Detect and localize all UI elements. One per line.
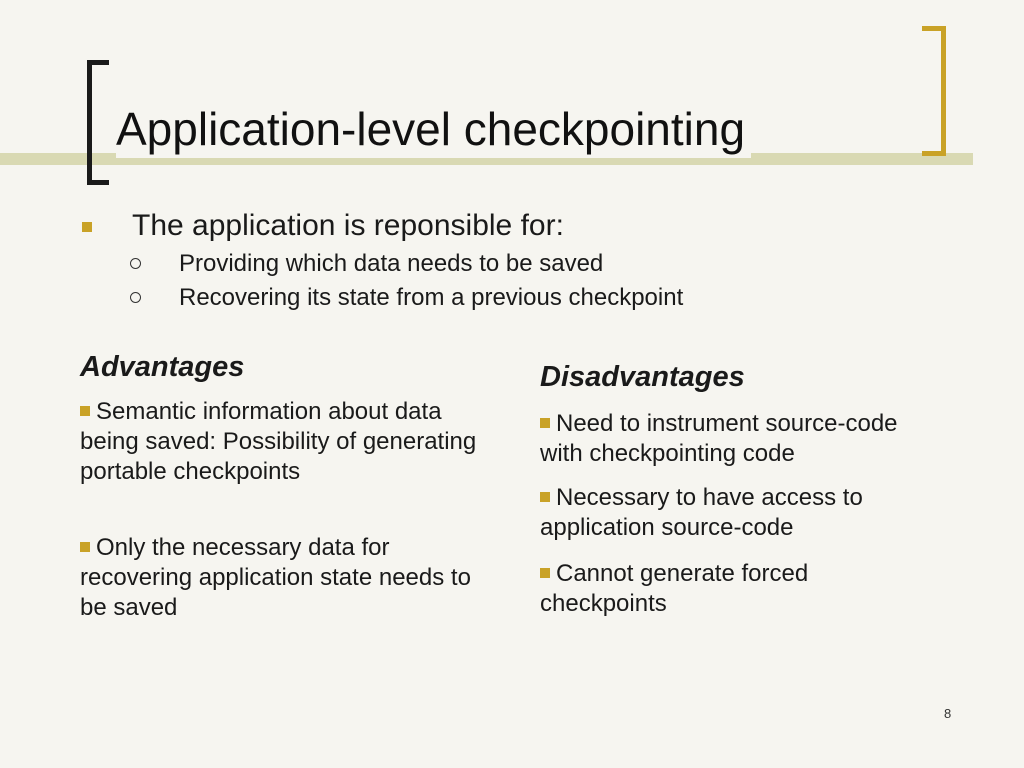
square-bullet-icon — [540, 418, 550, 428]
advantage-text: Only the necessary data for recovering application state needs to be saved — [80, 534, 471, 621]
disadvantage-text: Need to instrument source-code with checkpointing code — [540, 410, 898, 467]
disadvantages-heading: Disadvantages — [540, 361, 745, 393]
disadvantage-item — [540, 409, 920, 469]
right-bracket-decoration — [922, 26, 946, 156]
disadvantage-text: Necessary to have access to application source-code — [540, 484, 863, 541]
advantage-item — [80, 533, 480, 623]
sub-bullet-text: Providing which data needs to be saved — [179, 250, 604, 277]
advantages-heading: Advantages — [80, 351, 245, 383]
square-bullet-icon — [540, 568, 550, 578]
advantage-text: Semantic information about data being saved: Possibility of generating portable checkpoints — [80, 398, 477, 485]
circle-bullet-icon — [130, 258, 141, 269]
slide-title: Application-level checkpointing — [116, 100, 751, 158]
square-bullet-icon — [80, 542, 90, 552]
disadvantage-item — [540, 483, 910, 543]
disadvantage-text: Cannot generate forced checkpoints — [540, 560, 809, 617]
page-number: 8 — [944, 706, 952, 721]
advantage-item — [80, 397, 500, 487]
circle-bullet-icon — [130, 292, 141, 303]
left-bracket-decoration — [87, 60, 109, 185]
sub-bullet-text: Recovering its state from a previous checkpoint — [179, 284, 684, 311]
square-bullet-icon — [82, 222, 92, 232]
disadvantage-item — [540, 559, 910, 619]
square-bullet-icon — [80, 406, 90, 416]
square-bullet-icon — [540, 492, 550, 502]
main-bullet-text: The application is reponsible for: — [132, 209, 564, 242]
